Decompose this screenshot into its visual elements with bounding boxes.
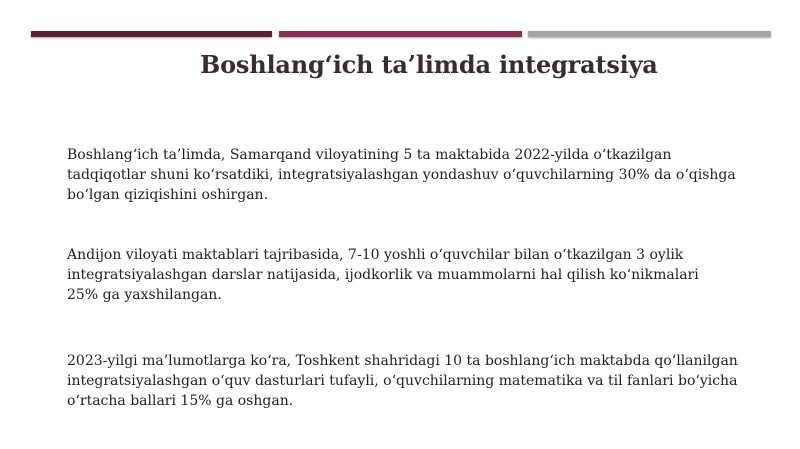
paragraph-line: 25% ga yaxshilangan. xyxy=(67,287,222,303)
header-bar-3 xyxy=(528,31,771,37)
paragraph-samarqand xyxy=(67,145,747,205)
paragraph-line: Andijon viloyati maktablari tajribasida, 7-10 yoshli o‘quvchilar bilan o‘tkazilgan 3 oylik xyxy=(67,247,684,263)
paragraph-andijon xyxy=(67,245,747,305)
paragraph-line: integratsiyalashgan o‘quv dasturlari tufayli, o‘quvchilarning matematika va til fanlari bo‘yicha xyxy=(67,373,738,389)
slide-title: Boshlang‘ich ta’limda integratsiya xyxy=(200,50,658,79)
header-bar-2 xyxy=(279,31,522,37)
paragraph-line: 2023-yilgi ma’lumotlarga ko‘ra, Toshkent shahridagi 10 ta boshlang‘ich maktabda qo‘llanilgan xyxy=(67,353,738,369)
paragraph-line: o‘rtacha ballari 15% ga oshgan. xyxy=(67,393,294,409)
paragraph-line: tadqiqotlar shuni ko‘rsatdiki, integratsiyalashgan yondashuv o‘quvchilarning 30% da o‘qishga xyxy=(67,167,736,183)
paragraph-line: Boshlang‘ich ta’limda, Samarqand viloyatining 5 ta maktabida 2022-yilda o‘tkazilgan xyxy=(67,147,672,163)
paragraph-line: bo‘lgan qiziqishini oshirgan. xyxy=(67,187,269,203)
paragraph-toshkent xyxy=(67,351,747,411)
header-bar-1 xyxy=(31,31,272,37)
paragraph-line: integratsiyalashgan darslar natijasida, ijodkorlik va muammolarni hal qilish ko‘nikmalari xyxy=(67,267,699,283)
